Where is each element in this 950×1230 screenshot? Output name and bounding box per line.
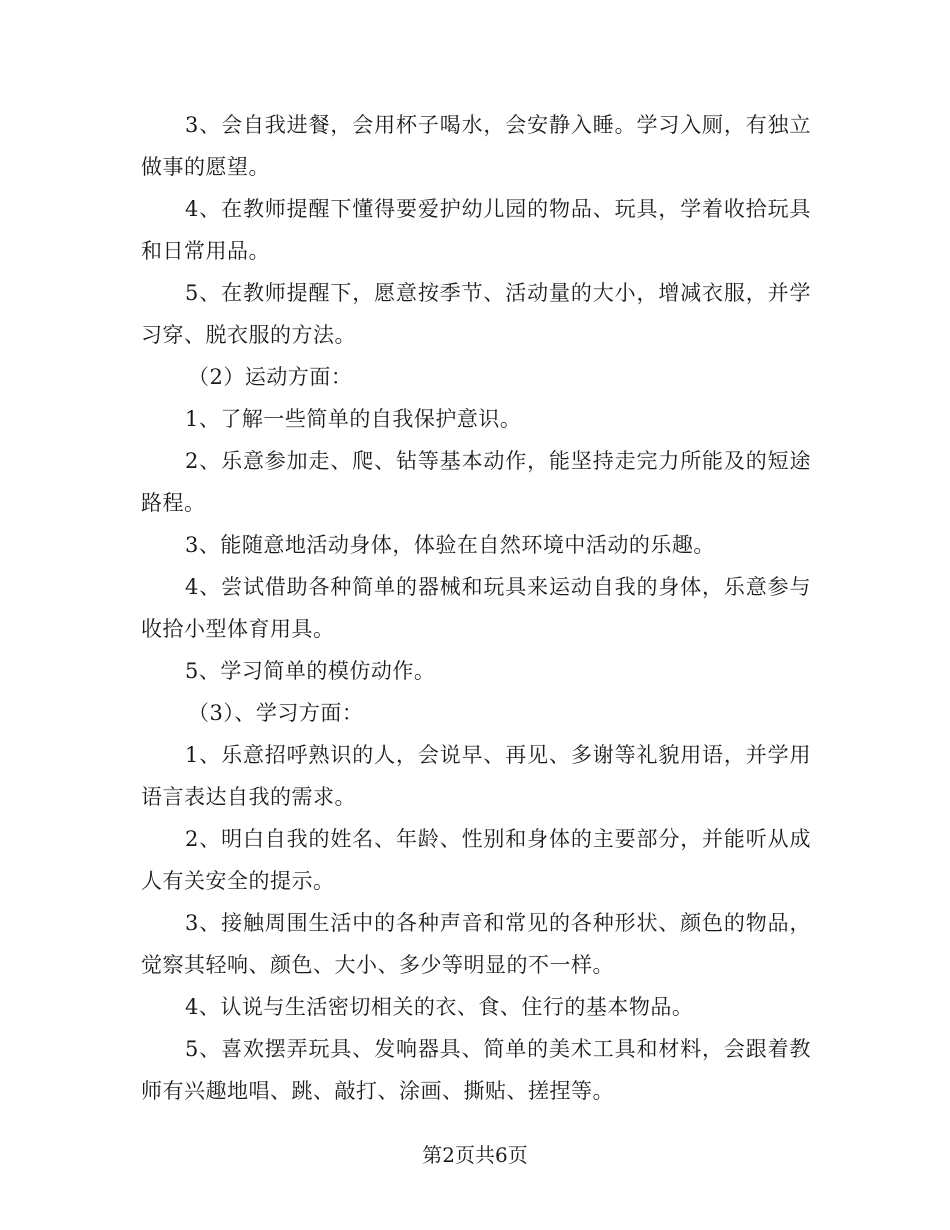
paragraph-sports-3: 3、能随意地活动身体，体验在自然环境中活动的乐趣。: [185, 533, 715, 557]
paragraph-learning-2: 2、明白自我的姓名、年龄、性别和身体的主要部分，并能听从成人有关安全的提示。: [141, 827, 811, 893]
paragraph-learning-3: 3、接触周围生活中的各种声音和常见的各种形状、颜色的物品，觉察其轻响、颜色、大小、多少等明显的不一样。: [141, 911, 811, 977]
document-body: [141, 104, 811, 1112]
paragraph-learning-4: 4、认说与生活密切相关的衣、食、住行的基本物品。: [185, 995, 694, 1019]
page-number-footer: 第2页共6页: [422, 1143, 528, 1167]
paragraph-sports-1: 1、了解一些简单的自我保护意识。: [185, 407, 522, 431]
paragraph-self-care-4: 4、在教师提醒下懂得要爱护幼儿园的物品、玩具，学着收拾玩具和日常用品。: [141, 197, 811, 263]
paragraph-sports-4: 4、尝试借助各种简单的器械和玩具来运动自我的身体，乐意参与收拾小型体育用具。: [141, 575, 811, 641]
paragraph-self-care-3: 3、会自我进餐，会用杯子喝水，会安静入睡。学习入厕，有独立做事的愿望。: [141, 113, 811, 179]
paragraph-sports-5: 5、学习简单的模仿动作。: [185, 659, 436, 683]
paragraph-learning-5: 5、喜欢摆弄玩具、发响器具、简单的美术工具和材料，会跟着教师有兴趣地唱、跳、敲打、涂画、撕贴、搓捏等。: [141, 1037, 811, 1103]
section-heading-learning: （3）、学习方面：: [188, 701, 364, 725]
section-heading-sports: （2）运动方面：: [188, 365, 353, 389]
paragraph-learning-1: 1、乐意招呼熟识的人，会说早、再见、多谢等礼貌用语，并学用语言表达自我的需求。: [141, 743, 811, 809]
paragraph-self-care-5: 5、在教师提醒下，愿意按季节、活动量的大小，增减衣服，并学习穿、脱衣服的方法。: [141, 281, 811, 347]
paragraph-sports-2: 2、乐意参加走、爬、钻等基本动作，能坚持走完力所能及的短途路程。: [141, 449, 811, 515]
